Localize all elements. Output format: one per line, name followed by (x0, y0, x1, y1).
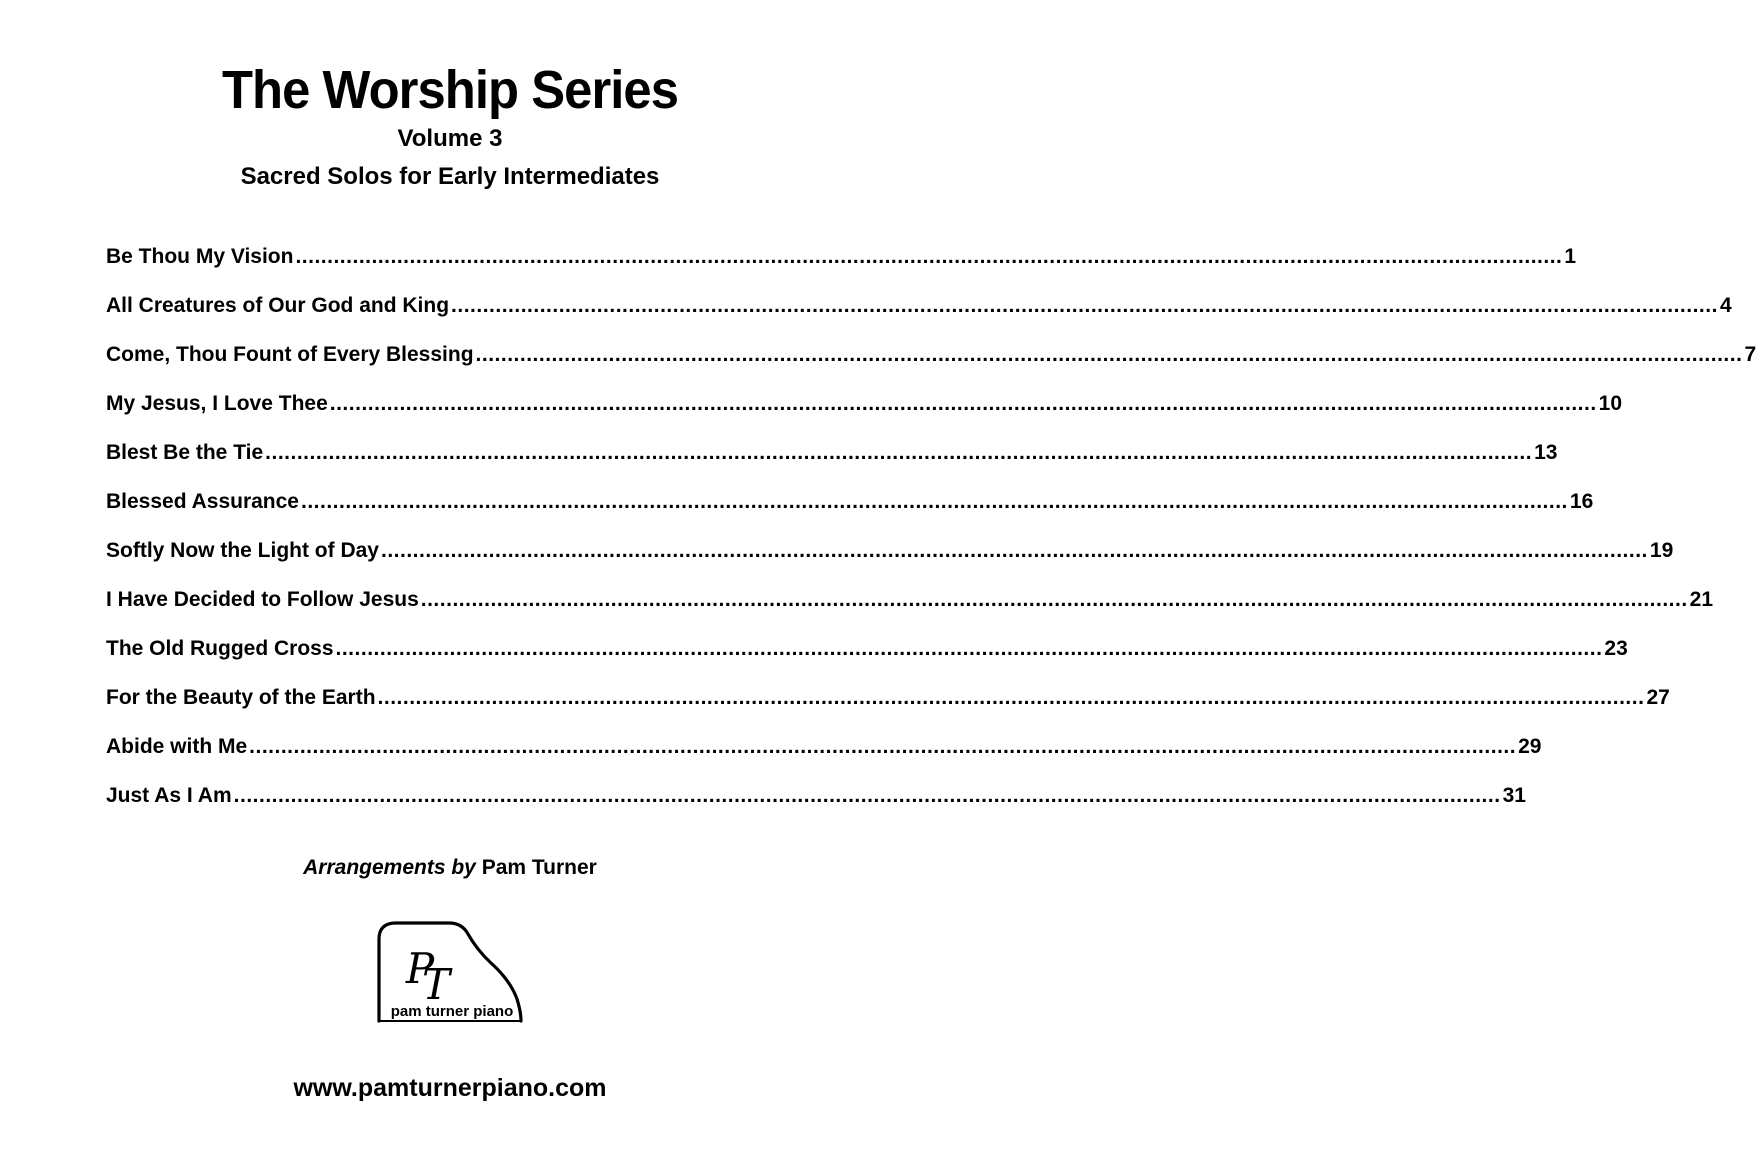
toc-entry (106, 485, 1594, 534)
dot-leader: ........................................................................................................................................................................................................ (377, 686, 1645, 709)
toc-entry-title: Come, Thou Fount of Every Blessing (106, 343, 474, 366)
dot-leader: ........................................................................................................................................................................................................ (295, 245, 1563, 268)
toc-entry-page: 21 (1689, 588, 1714, 611)
toc-entry-title: All Creatures of Our God and King (106, 294, 450, 317)
arranger-name: Pam Turner (481, 856, 597, 879)
toc-entry (106, 632, 1628, 681)
toc-entry-title: Be Thou My Vision (106, 245, 294, 268)
toc-entry (106, 289, 1732, 338)
monogram-text: P (405, 944, 435, 993)
toc-entry (106, 387, 1623, 436)
toc-entry-page: 16 (1569, 490, 1594, 513)
toc-entry-page: 29 (1518, 735, 1542, 758)
monogram-text-2: T (421, 960, 451, 1009)
dot-leader: ........................................................................................................................................................................................................ (329, 392, 1597, 415)
dot-leader: ........................................................................................................................................................................................................ (233, 784, 1501, 807)
toc-entry (106, 730, 1542, 779)
toc-entry-page: 10 (1598, 392, 1623, 415)
dot-leader: ........................................................................................................................................................................................................ (451, 294, 1718, 317)
toc-entry-title: The Old Rugged Cross (106, 637, 334, 660)
toc-entry-page: 4 (1719, 294, 1732, 317)
toc-entry (106, 534, 1674, 583)
toc-entry-title: Blessed Assurance (106, 490, 299, 513)
toc-entry-page: 7 (1744, 343, 1756, 366)
dot-leader: ........................................................................................................................................................................................................ (249, 735, 1517, 758)
toc-entry-page: 23 (1604, 637, 1628, 660)
toc-entry (106, 583, 1714, 632)
toc-entry (106, 436, 1558, 485)
toc-entry-title: Softly Now the Light of Day (106, 539, 379, 562)
toc-entry-title: Just As I Am (106, 784, 232, 807)
arranger-credit (0, 854, 900, 882)
volume-label: Volume 3 (397, 125, 503, 152)
toc-entry-page: 1 (1564, 245, 1577, 268)
toc-entry-title: Abide with Me (106, 735, 248, 758)
toc-entry-title: My Jesus, I Love Thee (106, 392, 328, 415)
subtitle: Sacred Solos for Early Intermediates (240, 163, 660, 190)
dot-leader: ........................................................................................................................................................................................................ (335, 637, 1603, 660)
toc-entry-title: For the Beauty of the Earth (106, 686, 376, 709)
page-title: The Worship Series (221, 60, 679, 120)
toc-entry-page: 19 (1649, 539, 1674, 562)
toc-entry (106, 681, 1670, 730)
website-url: www.pamturnerpiano.com (293, 1074, 607, 1102)
pam-turner-piano-logo (374, 917, 530, 1027)
toc-entry-title: I Have Decided to Follow Jesus (106, 588, 419, 611)
logo-text: pam turner piano (390, 1003, 514, 1020)
credit-prefix: Arrangements by (303, 856, 476, 879)
toc-entry (106, 338, 1756, 387)
dot-leader: ........................................................................................................................................................................................................ (420, 588, 1688, 611)
toc-entry-title: Blest Be the Tie (106, 441, 264, 464)
toc-entry-page: 27 (1646, 686, 1670, 709)
table-of-contents (106, 240, 1756, 828)
toc-entry-page: 31 (1502, 784, 1526, 807)
dot-leader: ........................................................................................................................................................................................................ (265, 441, 1533, 464)
dot-leader: ........................................................................................................................................................................................................ (301, 490, 1568, 513)
toc-entry (106, 779, 1526, 828)
dot-leader: ........................................................................................................................................................................................................ (475, 343, 1743, 366)
dot-leader: ........................................................................................................................................................................................................ (381, 539, 1648, 562)
toc-entry-page: 13 (1534, 441, 1558, 464)
toc-entry (106, 240, 1577, 289)
